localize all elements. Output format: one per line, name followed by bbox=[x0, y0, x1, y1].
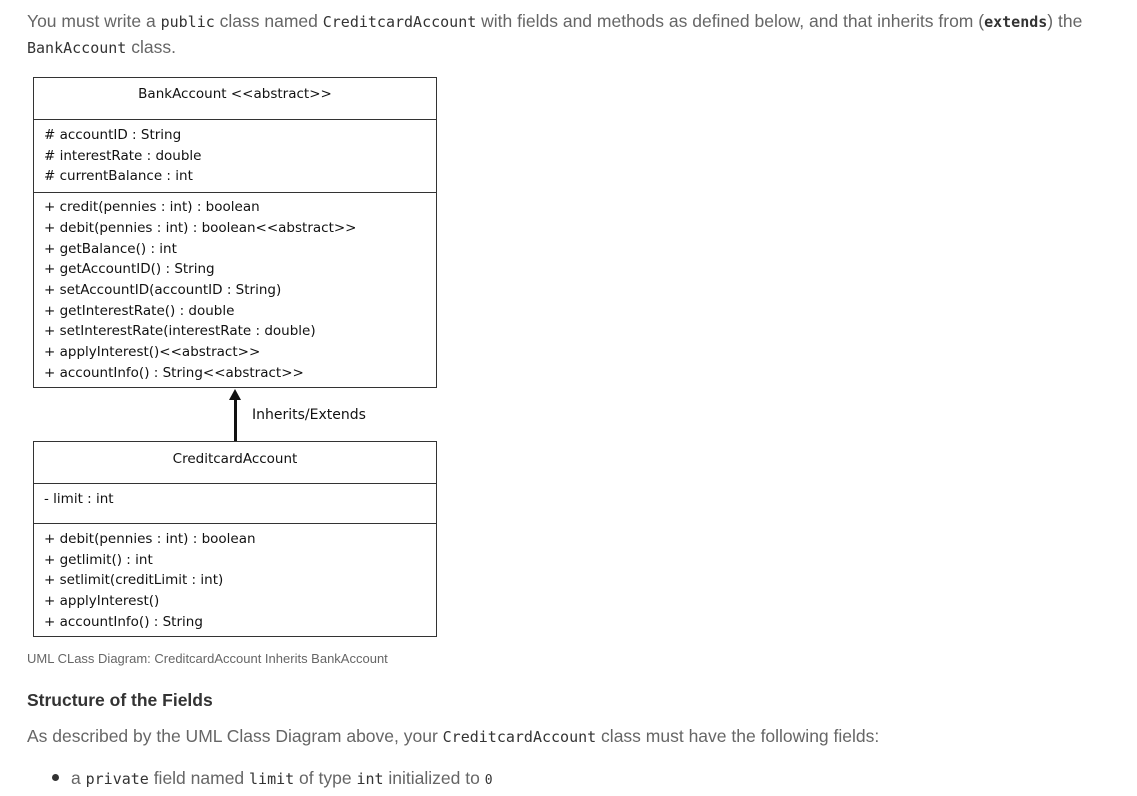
uml-method: + applyInterest()<<abstract>> bbox=[44, 344, 261, 361]
code-class-name: CreditcardAccount bbox=[322, 13, 477, 31]
uml-field: # currentBalance : int bbox=[44, 168, 193, 185]
bullet-text: of type bbox=[294, 768, 357, 788]
uml-field: # accountID : String bbox=[44, 127, 182, 143]
code-int: int bbox=[356, 770, 384, 788]
code-class-name: CreditcardAccount bbox=[442, 728, 597, 746]
code-superclass: BankAccount bbox=[27, 39, 127, 57]
uml-method: + setAccountID(accountID : String) bbox=[44, 281, 282, 298]
uml-methods-section bbox=[34, 192, 436, 387]
uml-methods-section bbox=[34, 523, 436, 636]
code-extends: extends bbox=[984, 13, 1048, 31]
uml-class-title: BankAccount <<abstract>> bbox=[138, 86, 332, 102]
bullet-text: a bbox=[71, 768, 86, 788]
bullet-icon bbox=[52, 774, 59, 781]
intro-text: with fields and methods as defined below, and that inherits from ( bbox=[476, 11, 985, 31]
para-text: As described by the UML Class Diagram above, your bbox=[27, 726, 443, 746]
uml-method: + getAccountID() : String bbox=[44, 261, 215, 278]
uml-method: + debit(pennies : int) : boolean bbox=[44, 531, 256, 547]
uml-method: + applyInterest() bbox=[44, 593, 160, 610]
uml-fields-section bbox=[34, 119, 436, 192]
uml-field: - limit : int bbox=[44, 491, 114, 507]
section-heading: Structure of the Fields bbox=[27, 690, 213, 710]
uml-fields-section bbox=[34, 483, 436, 523]
bullet-text: initialized to bbox=[383, 768, 485, 788]
uml-class-title: CreditcardAccount bbox=[172, 451, 298, 467]
uml-class-bankaccount bbox=[33, 77, 437, 388]
inheritance-arrow-line bbox=[234, 398, 237, 442]
inheritance-label: Inherits/Extends bbox=[252, 407, 366, 423]
section-paragraph bbox=[27, 726, 879, 747]
bullet-text: field named bbox=[148, 768, 250, 788]
uml-method: + setlimit(creditLimit : int) bbox=[44, 572, 224, 589]
uml-class-creditcardaccount bbox=[33, 441, 437, 637]
uml-field: # interestRate : double bbox=[44, 147, 202, 164]
intro-text: class. bbox=[126, 37, 176, 57]
code-public: public bbox=[160, 13, 215, 31]
uml-method: + setInterestRate(interestRate : double) bbox=[44, 323, 316, 340]
uml-method: + getInterestRate() : double bbox=[44, 302, 235, 319]
uml-method: + getlimit() : int bbox=[44, 551, 153, 568]
para-text: class must have the following fields: bbox=[596, 726, 880, 746]
uml-method: + getBalance() : int bbox=[44, 240, 177, 257]
uml-method: + accountInfo() : String<<abstract>> bbox=[44, 364, 304, 381]
diagram-caption: UML CLass Diagram: CreditcardAccount Inherits BankAccount bbox=[27, 651, 388, 666]
list-item bbox=[52, 768, 493, 789]
code-limit: limit bbox=[249, 770, 295, 788]
intro-text: You must write a bbox=[27, 11, 161, 31]
intro-paragraph bbox=[27, 9, 1117, 61]
code-private: private bbox=[85, 770, 149, 788]
code-zero: 0 bbox=[484, 773, 493, 788]
uml-method: + debit(pennies : int) : boolean<<abstract>> bbox=[44, 219, 357, 236]
intro-text: class named bbox=[214, 11, 323, 31]
uml-method: + accountInfo() : String bbox=[44, 613, 203, 630]
uml-method: + credit(pennies : int) : boolean bbox=[44, 199, 260, 216]
intro-text: ) the bbox=[1047, 11, 1083, 31]
